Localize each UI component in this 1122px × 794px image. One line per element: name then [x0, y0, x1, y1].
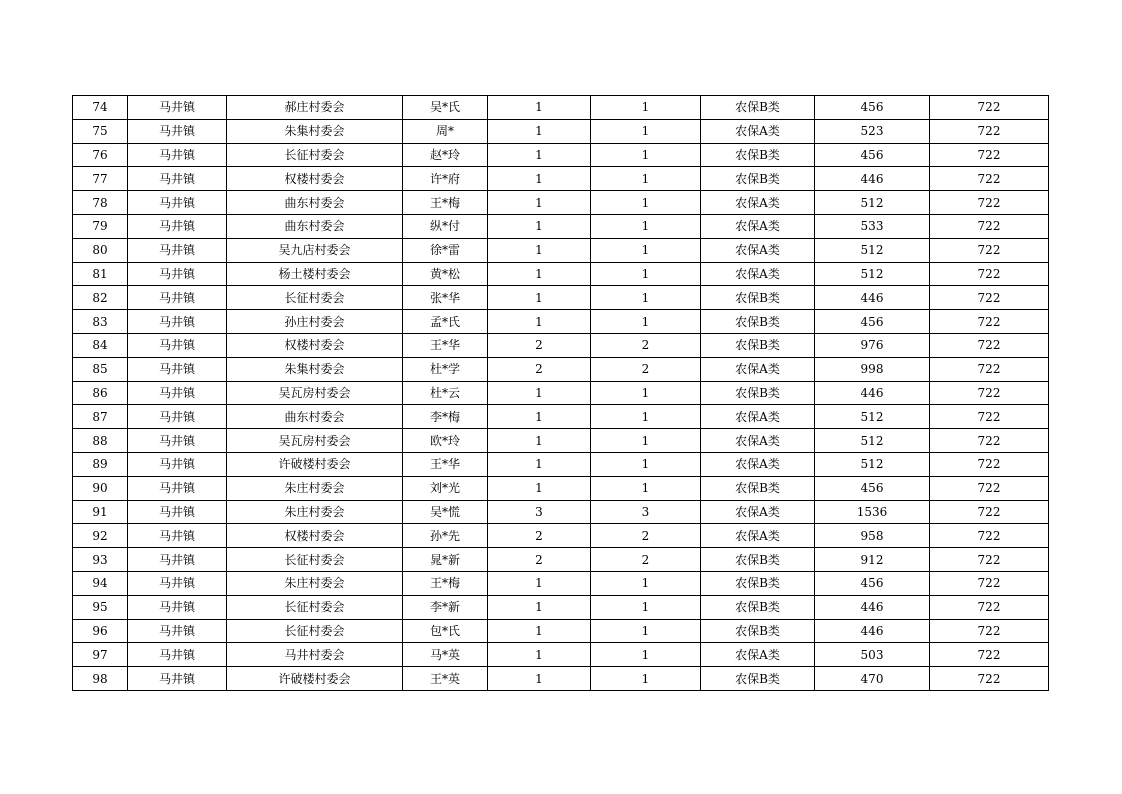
town-cell: 马井镇 [128, 191, 227, 215]
village-committee-cell: 权楼村委会 [227, 524, 403, 548]
person-count-cell: 1 [591, 452, 701, 476]
amount-cell: 1536 [815, 500, 930, 524]
insurance-type-cell: 农保A类 [701, 214, 815, 238]
amount-cell: 446 [815, 167, 930, 191]
row-number: 98 [73, 667, 128, 691]
table-row [73, 548, 1049, 572]
name-cell: 晁*新 [403, 548, 488, 572]
household-count-cell: 2 [488, 333, 591, 357]
village-committee-cell: 权楼村委会 [227, 167, 403, 191]
row-number: 79 [73, 214, 128, 238]
amount-cell: 958 [815, 524, 930, 548]
name-cell: 刘*光 [403, 476, 488, 500]
amount-cell: 523 [815, 119, 930, 143]
household-count-cell: 1 [488, 286, 591, 310]
town-cell: 马井镇 [128, 167, 227, 191]
village-committee-cell: 马井村委会 [227, 643, 403, 667]
household-count-cell: 1 [488, 191, 591, 215]
name-cell: 王*华 [403, 333, 488, 357]
person-count-cell: 1 [591, 429, 701, 453]
amount-cell: 512 [815, 238, 930, 262]
town-cell: 马井镇 [128, 524, 227, 548]
household-count-cell: 1 [488, 429, 591, 453]
table-row [73, 643, 1049, 667]
row-number: 88 [73, 429, 128, 453]
person-count-cell: 1 [591, 143, 701, 167]
household-count-cell: 1 [488, 143, 591, 167]
person-count-cell: 1 [591, 191, 701, 215]
name-cell: 孟*氏 [403, 310, 488, 334]
household-count-cell: 1 [488, 452, 591, 476]
insurance-type-cell: 农保A类 [701, 452, 815, 476]
village-committee-cell: 长征村委会 [227, 595, 403, 619]
town-cell: 马井镇 [128, 405, 227, 429]
table-row [73, 238, 1049, 262]
amount-cell: 446 [815, 286, 930, 310]
town-cell: 马井镇 [128, 238, 227, 262]
standard-cell: 722 [930, 381, 1049, 405]
table-row [73, 96, 1049, 120]
table-row [73, 381, 1049, 405]
amount-cell: 512 [815, 429, 930, 453]
village-committee-cell: 朱庄村委会 [227, 476, 403, 500]
name-cell: 包*氏 [403, 619, 488, 643]
town-cell: 马井镇 [128, 214, 227, 238]
table-row [73, 167, 1049, 191]
household-count-cell: 1 [488, 405, 591, 429]
name-cell: 徐*雷 [403, 238, 488, 262]
standard-cell: 722 [930, 143, 1049, 167]
table-row [73, 262, 1049, 286]
insurance-type-cell: 农保B类 [701, 571, 815, 595]
name-cell: 周* [403, 119, 488, 143]
table-row [73, 500, 1049, 524]
standard-cell: 722 [930, 167, 1049, 191]
standard-cell: 722 [930, 238, 1049, 262]
row-number: 76 [73, 143, 128, 167]
insurance-type-cell: 农保A类 [701, 643, 815, 667]
insurance-type-cell: 农保B类 [701, 143, 815, 167]
household-count-cell: 1 [488, 619, 591, 643]
amount-cell: 446 [815, 619, 930, 643]
amount-cell: 912 [815, 548, 930, 572]
standard-cell: 722 [930, 310, 1049, 334]
amount-cell: 456 [815, 571, 930, 595]
row-number: 84 [73, 333, 128, 357]
name-cell: 王*华 [403, 452, 488, 476]
insurance-type-cell: 农保B类 [701, 310, 815, 334]
insurance-type-cell: 农保B类 [701, 619, 815, 643]
village-committee-cell: 吴九店村委会 [227, 238, 403, 262]
town-cell: 马井镇 [128, 452, 227, 476]
person-count-cell: 1 [591, 619, 701, 643]
table-row [73, 191, 1049, 215]
table-row [73, 667, 1049, 691]
person-count-cell: 1 [591, 476, 701, 500]
standard-cell: 722 [930, 333, 1049, 357]
table-row [73, 429, 1049, 453]
household-count-cell: 1 [488, 595, 591, 619]
town-cell: 马井镇 [128, 643, 227, 667]
name-cell: 赵*玲 [403, 143, 488, 167]
standard-cell: 722 [930, 191, 1049, 215]
row-number: 87 [73, 405, 128, 429]
insurance-type-cell: 农保A类 [701, 262, 815, 286]
household-count-cell: 2 [488, 357, 591, 381]
town-cell: 马井镇 [128, 476, 227, 500]
amount-cell: 470 [815, 667, 930, 691]
table-row [73, 571, 1049, 595]
insurance-type-cell: 农保B类 [701, 548, 815, 572]
amount-cell: 998 [815, 357, 930, 381]
standard-cell: 722 [930, 262, 1049, 286]
amount-cell: 512 [815, 452, 930, 476]
row-number: 97 [73, 643, 128, 667]
village-committee-cell: 长征村委会 [227, 548, 403, 572]
person-count-cell: 1 [591, 667, 701, 691]
household-count-cell: 2 [488, 548, 591, 572]
table-row [73, 119, 1049, 143]
village-committee-cell: 长征村委会 [227, 143, 403, 167]
standard-cell: 722 [930, 119, 1049, 143]
town-cell: 马井镇 [128, 143, 227, 167]
household-count-cell: 1 [488, 262, 591, 286]
standard-cell: 722 [930, 571, 1049, 595]
standard-cell: 722 [930, 286, 1049, 310]
amount-cell: 456 [815, 143, 930, 167]
amount-cell: 446 [815, 381, 930, 405]
table-row [73, 476, 1049, 500]
row-number: 80 [73, 238, 128, 262]
name-cell: 杜*学 [403, 357, 488, 381]
household-count-cell: 1 [488, 310, 591, 334]
household-count-cell: 1 [488, 381, 591, 405]
name-cell: 纵*付 [403, 214, 488, 238]
insurance-type-cell: 农保A类 [701, 357, 815, 381]
insurance-type-cell: 农保A类 [701, 191, 815, 215]
village-committee-cell: 曲东村委会 [227, 214, 403, 238]
insurance-type-cell: 农保A类 [701, 405, 815, 429]
village-committee-cell: 朱庄村委会 [227, 500, 403, 524]
town-cell: 马井镇 [128, 310, 227, 334]
amount-cell: 512 [815, 262, 930, 286]
standard-cell: 722 [930, 405, 1049, 429]
row-number: 93 [73, 548, 128, 572]
table-row [73, 333, 1049, 357]
town-cell: 马井镇 [128, 571, 227, 595]
town-cell: 马井镇 [128, 619, 227, 643]
row-number: 94 [73, 571, 128, 595]
table-row [73, 619, 1049, 643]
person-count-cell: 2 [591, 357, 701, 381]
village-committee-cell: 许破楼村委会 [227, 452, 403, 476]
standard-cell: 722 [930, 595, 1049, 619]
row-number: 91 [73, 500, 128, 524]
village-committee-cell: 权楼村委会 [227, 333, 403, 357]
insurance-type-cell: 农保A类 [701, 500, 815, 524]
person-count-cell: 1 [591, 643, 701, 667]
name-cell: 王*梅 [403, 571, 488, 595]
insurance-type-cell: 农保B类 [701, 381, 815, 405]
person-count-cell: 1 [591, 595, 701, 619]
town-cell: 马井镇 [128, 119, 227, 143]
standard-cell: 722 [930, 96, 1049, 120]
town-cell: 马井镇 [128, 333, 227, 357]
row-number: 95 [73, 595, 128, 619]
insurance-type-cell: 农保B类 [701, 595, 815, 619]
table-row [73, 405, 1049, 429]
town-cell: 马井镇 [128, 286, 227, 310]
person-count-cell: 2 [591, 548, 701, 572]
person-count-cell: 1 [591, 262, 701, 286]
standard-cell: 722 [930, 619, 1049, 643]
village-committee-cell: 曲东村委会 [227, 191, 403, 215]
household-count-cell: 1 [488, 167, 591, 191]
standard-cell: 722 [930, 429, 1049, 453]
table-row [73, 595, 1049, 619]
village-committee-cell: 吴瓦房村委会 [227, 381, 403, 405]
person-count-cell: 2 [591, 333, 701, 357]
row-number: 82 [73, 286, 128, 310]
person-count-cell: 1 [591, 381, 701, 405]
person-count-cell: 1 [591, 214, 701, 238]
table-row [73, 143, 1049, 167]
person-count-cell: 1 [591, 405, 701, 429]
amount-cell: 512 [815, 191, 930, 215]
household-count-cell: 1 [488, 238, 591, 262]
person-count-cell: 1 [591, 96, 701, 120]
household-count-cell: 1 [488, 667, 591, 691]
table-row [73, 310, 1049, 334]
table-row [73, 452, 1049, 476]
name-cell: 张*华 [403, 286, 488, 310]
name-cell: 马*英 [403, 643, 488, 667]
household-count-cell: 1 [488, 643, 591, 667]
town-cell: 马井镇 [128, 429, 227, 453]
village-committee-cell: 曲东村委会 [227, 405, 403, 429]
standard-cell: 722 [930, 524, 1049, 548]
row-number: 86 [73, 381, 128, 405]
town-cell: 马井镇 [128, 667, 227, 691]
row-number: 90 [73, 476, 128, 500]
row-number: 92 [73, 524, 128, 548]
person-count-cell: 2 [591, 524, 701, 548]
person-count-cell: 1 [591, 286, 701, 310]
name-cell: 孙*先 [403, 524, 488, 548]
town-cell: 马井镇 [128, 500, 227, 524]
amount-cell: 512 [815, 405, 930, 429]
village-committee-cell: 许破楼村委会 [227, 667, 403, 691]
row-number: 96 [73, 619, 128, 643]
standard-cell: 722 [930, 667, 1049, 691]
standard-cell: 722 [930, 500, 1049, 524]
village-committee-cell: 吴瓦房村委会 [227, 429, 403, 453]
household-count-cell: 1 [488, 476, 591, 500]
town-cell: 马井镇 [128, 357, 227, 381]
standard-cell: 722 [930, 476, 1049, 500]
standard-cell: 722 [930, 452, 1049, 476]
name-cell: 王*英 [403, 667, 488, 691]
person-count-cell: 1 [591, 167, 701, 191]
person-count-cell: 1 [591, 571, 701, 595]
village-committee-cell: 朱庄村委会 [227, 571, 403, 595]
name-cell: 吴*氏 [403, 96, 488, 120]
name-cell: 吴*慌 [403, 500, 488, 524]
row-number: 77 [73, 167, 128, 191]
table-row [73, 524, 1049, 548]
name-cell: 李*新 [403, 595, 488, 619]
village-committee-cell: 长征村委会 [227, 619, 403, 643]
village-committee-cell: 杨土楼村委会 [227, 262, 403, 286]
household-count-cell: 1 [488, 119, 591, 143]
town-cell: 马井镇 [128, 595, 227, 619]
name-cell: 李*梅 [403, 405, 488, 429]
amount-cell: 503 [815, 643, 930, 667]
standard-cell: 722 [930, 548, 1049, 572]
village-committee-cell: 长征村委会 [227, 286, 403, 310]
name-cell: 欧*玲 [403, 429, 488, 453]
amount-cell: 976 [815, 333, 930, 357]
town-cell: 马井镇 [128, 381, 227, 405]
town-cell: 马井镇 [128, 262, 227, 286]
row-number: 83 [73, 310, 128, 334]
insurance-type-cell: 农保A类 [701, 119, 815, 143]
row-number: 85 [73, 357, 128, 381]
insurance-type-cell: 农保A类 [701, 524, 815, 548]
insurance-type-cell: 农保B类 [701, 96, 815, 120]
person-count-cell: 1 [591, 310, 701, 334]
insurance-type-cell: 农保B类 [701, 476, 815, 500]
town-cell: 马井镇 [128, 548, 227, 572]
household-count-cell: 1 [488, 571, 591, 595]
name-cell: 杜*云 [403, 381, 488, 405]
standard-cell: 722 [930, 643, 1049, 667]
household-count-cell: 3 [488, 500, 591, 524]
insurance-type-cell: 农保B类 [701, 286, 815, 310]
amount-cell: 533 [815, 214, 930, 238]
name-cell: 王*梅 [403, 191, 488, 215]
person-count-cell: 1 [591, 119, 701, 143]
row-number: 89 [73, 452, 128, 476]
beneficiary-table [72, 95, 1049, 691]
row-number: 75 [73, 119, 128, 143]
insurance-type-cell: 农保B类 [701, 167, 815, 191]
row-number: 78 [73, 191, 128, 215]
standard-cell: 722 [930, 214, 1049, 238]
table-row [73, 214, 1049, 238]
village-committee-cell: 朱集村委会 [227, 119, 403, 143]
table-row [73, 286, 1049, 310]
town-cell: 马井镇 [128, 96, 227, 120]
insurance-type-cell: 农保B类 [701, 333, 815, 357]
person-count-cell: 3 [591, 500, 701, 524]
amount-cell: 446 [815, 595, 930, 619]
amount-cell: 456 [815, 310, 930, 334]
name-cell: 许*府 [403, 167, 488, 191]
amount-cell: 456 [815, 476, 930, 500]
standard-cell: 722 [930, 357, 1049, 381]
household-count-cell: 2 [488, 524, 591, 548]
village-committee-cell: 郝庄村委会 [227, 96, 403, 120]
household-count-cell: 1 [488, 96, 591, 120]
village-committee-cell: 孙庄村委会 [227, 310, 403, 334]
person-count-cell: 1 [591, 238, 701, 262]
insurance-type-cell: 农保A类 [701, 429, 815, 453]
row-number: 81 [73, 262, 128, 286]
amount-cell: 456 [815, 96, 930, 120]
insurance-type-cell: 农保B类 [701, 667, 815, 691]
insurance-type-cell: 农保A类 [701, 238, 815, 262]
household-count-cell: 1 [488, 214, 591, 238]
table-row [73, 357, 1049, 381]
row-number: 74 [73, 96, 128, 120]
name-cell: 黄*松 [403, 262, 488, 286]
village-committee-cell: 朱集村委会 [227, 357, 403, 381]
